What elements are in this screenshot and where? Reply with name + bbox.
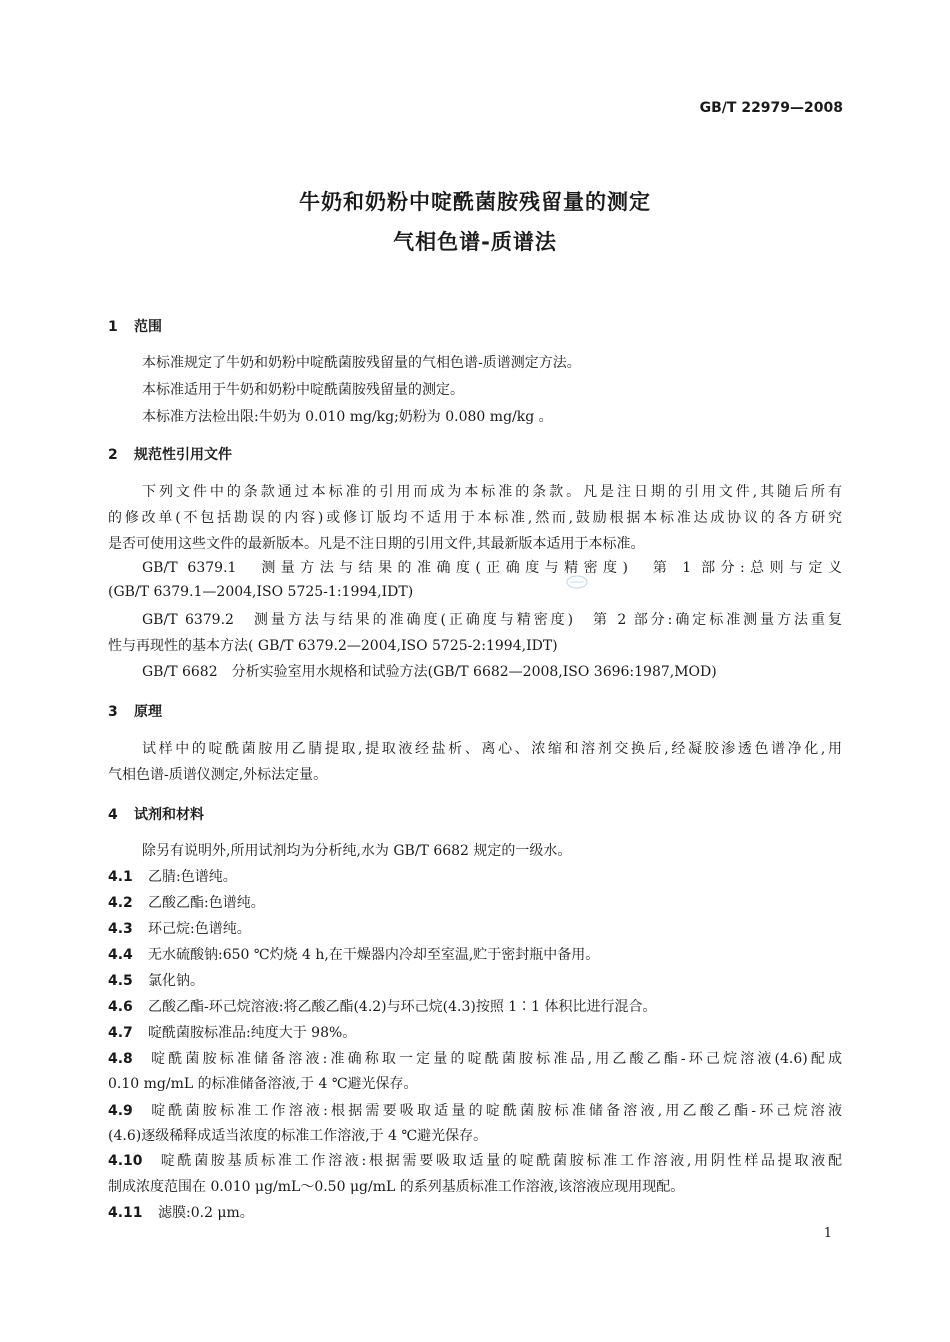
item-number: 4.4 (108, 947, 133, 963)
reagent-item-continuation: (4.6)逐级稀释成适当浓度的标准工作溶液,于 4 ℃避光保存。 (108, 1128, 488, 1144)
watermark-logo (566, 574, 588, 590)
section-heading-principle (108, 701, 162, 721)
reagent-item (108, 1100, 842, 1120)
section-title: 规范性引用文件 (134, 447, 232, 463)
item-text: 环己烷:色谱纯。 (148, 921, 251, 937)
principle-line-1: 试样中的啶酰菌胺用乙腈提取,提取液经盐析、离心、浓缩和溶剂交换后,经凝胶渗透色谱净化,用 (142, 741, 842, 757)
reagent-item (108, 1048, 842, 1068)
section-heading-scope (108, 316, 162, 336)
refs-intro-line-2: 的修改单(不包括勘误的内容)或修订版均不适用于本标准,然而,鼓励根据本标准达成协议的各方研究 (108, 510, 842, 526)
item-number: 4.2 (108, 895, 133, 911)
principle-line-2: 气相色谱-质谱仪测定,外标法定量。 (108, 767, 328, 783)
item-number: 4.8 (108, 1051, 133, 1067)
item-number: 4.10 (108, 1153, 143, 1169)
item-text: 氯化钠。 (148, 973, 204, 989)
ref-gbt6379-1-line-1: GB/T 6379.1 测量方法与结果的准确度(正确度与精密度) 第 1 部分:总则与定义 (142, 560, 842, 576)
reagent-item (108, 866, 237, 886)
item-number: 4.3 (108, 921, 133, 937)
reagent-item (108, 1150, 842, 1170)
page-number: 1 (823, 1226, 832, 1241)
item-text: 啶酰菌胺标准储备溶液:准确称取一定量的啶酰菌胺标准品,用乙酸乙酯-环己烷溶液(4.6)配成 (148, 1051, 842, 1067)
document-subtitle: 气相色谱-质谱法 (393, 230, 557, 254)
section-heading-reagents (108, 804, 204, 824)
reagent-item (108, 918, 251, 938)
item-text: 乙酸乙酯:色谱纯。 (148, 895, 265, 911)
reagent-item (108, 970, 204, 990)
item-number: 4.5 (108, 973, 133, 989)
section-title: 原理 (134, 704, 162, 720)
section-number: 1 (108, 319, 118, 335)
ref-gbt6379-2-line-2: 性与再现性的基本方法( GB/T 6379.2—2004,ISO 5725-2:1994,IDT) (108, 638, 558, 654)
scope-paragraph-3: 本标准方法检出限:牛奶为 0.010 mg/kg;奶粉为 0.080 mg/kg 。 (142, 409, 553, 425)
item-text: 啶酰菌胺基质标准工作溶液:根据需要吸取适量的啶酰菌胺标准工作溶液,用阴性样品提取液配 (158, 1153, 842, 1169)
reagent-item (108, 892, 265, 912)
section-number: 2 (108, 447, 118, 463)
section-title: 范围 (134, 319, 162, 335)
item-text: 乙腈:色谱纯。 (148, 869, 237, 885)
scope-paragraph-1: 本标准规定了牛奶和奶粉中啶酰菌胺残留量的气相色谱-质谱测定方法。 (142, 355, 581, 371)
reagent-item (108, 1202, 254, 1222)
reagent-item (108, 996, 657, 1016)
section-number: 4 (108, 807, 118, 823)
item-text: 乙酸乙酯-环己烷溶液:将乙酸乙酯(4.2)与环己烷(4.3)按照 1∶1 体积比进行混合。 (148, 999, 657, 1015)
refs-intro-line-3: 是否可使用这些文件的最新版本。凡是不注日期的引用文件,其最新版本适用于本标准。 (108, 536, 645, 552)
ref-gbt6682: GB/T 6682 分析实验室用水规格和试验方法(GB/T 6682—2008,ISO 3696:1987,MOD) (142, 664, 717, 680)
item-text: 啶酰菌胺标准工作溶液:根据需要吸取适量的啶酰菌胺标准储备溶液,用乙酸乙酯-环己烷溶液 (148, 1103, 842, 1119)
standard-number: GB/T 22979—2008 (699, 100, 843, 116)
reagent-item (108, 944, 599, 964)
item-number: 4.7 (108, 1025, 133, 1041)
item-number: 4.1 (108, 869, 133, 885)
item-number: 4.6 (108, 999, 133, 1015)
scope-paragraph-2: 本标准适用于牛奶和奶粉中啶酰菌胺残留量的测定。 (142, 382, 464, 398)
document-title: 牛奶和奶粉中啶酰菌胺残留量的测定 (299, 190, 651, 214)
ref-gbt6379-2-line-1: GB/T 6379.2 测量方法与结果的准确度(正确度与精密度) 第 2 部分:确定标准测量方法重复 (142, 612, 842, 628)
reagent-item-continuation: 制成浓度范围在 0.010 μg/mL～0.50 μg/mL 的系列基质标准工作溶液,该溶液应现用现配。 (108, 1179, 685, 1195)
refs-intro-line-1: 下列文件中的条款通过本标准的引用而成为本标准的条款。凡是注日期的引用文件,其随后所有 (142, 484, 842, 500)
item-text: 啶酰菌胺标准品:纯度大于 98%。 (148, 1025, 357, 1041)
reagent-item-continuation: 0.10 mg/mL 的标准储备溶液,于 4 ℃避光保存。 (108, 1076, 418, 1092)
item-number: 4.9 (108, 1103, 133, 1119)
item-text: 滤膜:0.2 μm。 (158, 1205, 254, 1221)
reagent-item (108, 1022, 356, 1042)
item-text: 无水硫酸钠:650 ℃灼烧 4 h,在干燥器内冷却至室温,贮于密封瓶中备用。 (148, 947, 600, 963)
section-title: 试剂和材料 (134, 807, 204, 823)
ref-gbt6379-1-line-2: (GB/T 6379.1—2004,ISO 5725-1:1994,IDT) (108, 584, 414, 600)
section-number: 3 (108, 704, 118, 720)
section-heading-normative-references (108, 444, 232, 464)
reagents-intro: 除另有说明外,所用试剂均为分析纯,水为 GB/T 6682 规定的一级水。 (142, 843, 572, 859)
item-number: 4.11 (108, 1205, 143, 1221)
